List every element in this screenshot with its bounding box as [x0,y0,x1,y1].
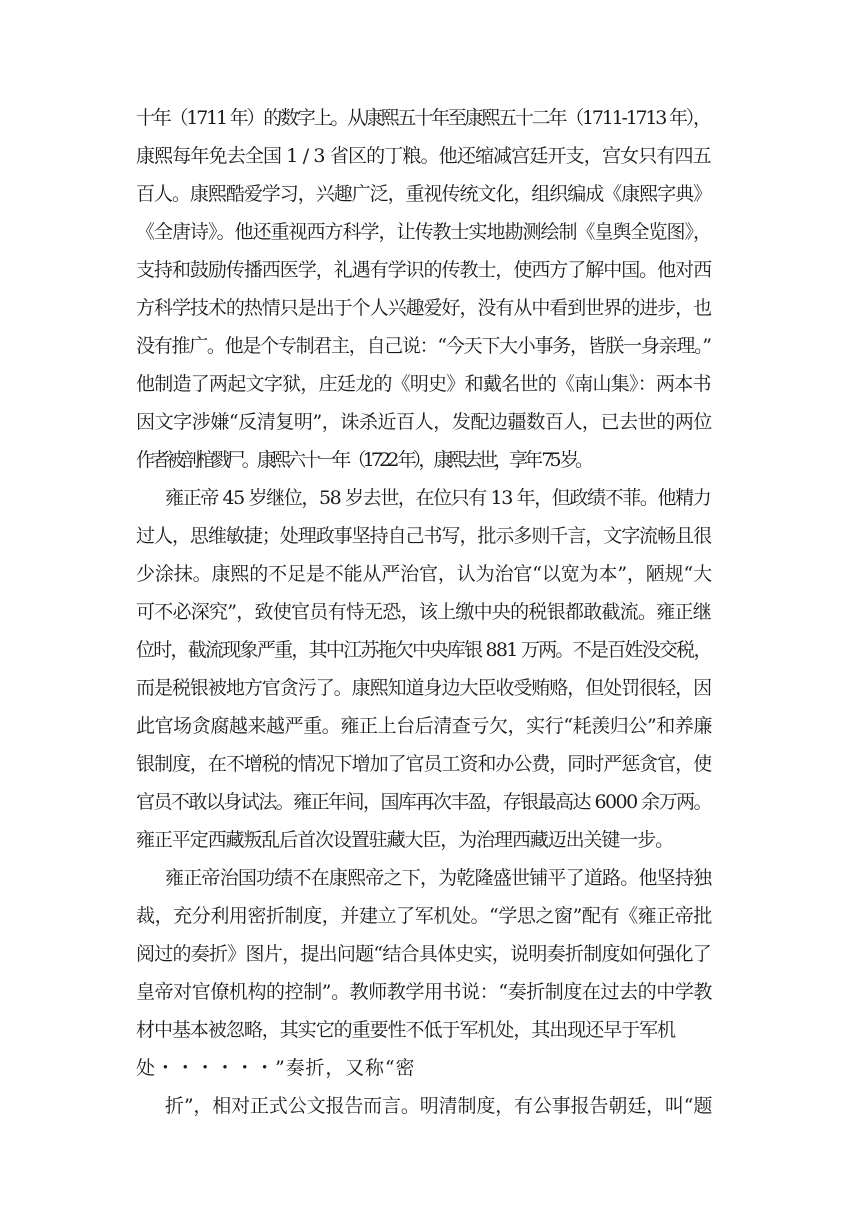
text-line: 因文字涉嫌“反清复明”，诛杀近百人，发配边疆数百人，已去世的两位 [136,411,712,433]
text-line: 支持和鼓励传播西医学，礼遇有学识的传教士，使西方了解中国。他对西 [136,259,712,281]
text-line: 雍正平定西藏叛乱后首次设置驻藏大臣，为治理西藏迈出关键一步。 [136,829,674,851]
text-line: 康熙每年免去全国 1 / 3 省区的丁粮。他还缩减宫廷开支，宫女只有四五 [136,145,711,167]
text-line: 百人。康熙酷爱学习，兴趣广泛，重视传统文化，组织编成《康熙字典》 [136,183,712,205]
text-line: 官员不敢以身试法。雍正年间，国库再次丰盈，存银最高达 6000 余万两。 [136,791,711,813]
text-line: 阅过的奏折》图片，提出问题“结合具体史实，说明奏折制度如何强化了 [136,943,712,965]
text-line: 材中基本被忽略，其实它的重要性不低于军机处，其出现还早于军机 [136,1019,676,1041]
text-line: 雍正帝治国功绩不在康熙帝之下，为乾隆盛世铺平了道路。他坚持独 [165,867,712,889]
text-line: 少涂抹。康熙的不足是不能从严治官，认为治官“以宽为本”，陋规“大 [136,563,712,585]
text-line: 过人，思维敏捷；处理政事坚持自己书写，批示多则千言，文字流畅且很 [136,525,712,547]
text-line: 没有推广。他是个专制君主，自己说：“今天下大小事务，皆朕一身亲理。” [136,335,711,357]
text-line: 《全唐诗》。他还重视西方科学，让传教士实地勘测绘制《皇舆全览图》， [136,221,712,243]
text-line: 方科学技术的热情只是出于个人兴趣爱好，没有从中看到世界的进步，也 [136,297,712,319]
text-line: 银制度，在不增税的情况下增加了官员工资和办公费，同时严惩贪官，使 [136,753,712,775]
text-line: 十年（1711 年）的数字上。从康熙五十年至康熙五十二年（1711-1713 年）， [136,107,710,129]
text-line: 折”，相对正式公文报告而言。明清制度，有公事报告朝廷，叫“题 [165,1095,713,1117]
text-line: 可不必深究”，致使官员有恃无恐，该上缴中央的税银都敢截流。雍正继 [136,601,712,623]
text-line: 他制造了两起文字狱，庄廷龙的《明史》和戴名世的《南山集》：两本书 [136,373,711,395]
text-line: 而是税银被地方官贪污了。康熙知道身边大臣收受贿赂，但处罚很轻，因 [136,677,712,699]
text-line: 雍正帝 45 岁继位，58 岁去世，在位只有 13 年，但政绩不菲。他精力 [165,487,711,509]
text-line: 位时，截流现象严重，其中江苏拖欠中央库银 881 万两。不是百姓没交税， [136,639,711,661]
text-line: 此官场贪腐越来越严重。雍正上台后清查亏欠，实行“耗羡归公”和养廉 [136,715,712,737]
text-line: 处・・・・・・”奏折，又称“密 [136,1057,416,1079]
text-line: 皇帝对官僚机构的控制”。教师教学用书说：“奏折制度在过去的中学教 [136,981,712,1003]
text-line: 裁，充分利用密折制度，并建立了军机处。“学思之窗”配有《雍正帝批 [136,905,712,927]
text-line: 作者被剖棺戮尸。康熙六十一年（1722 年），康熙去世，享年 75 岁。 [136,449,591,471]
